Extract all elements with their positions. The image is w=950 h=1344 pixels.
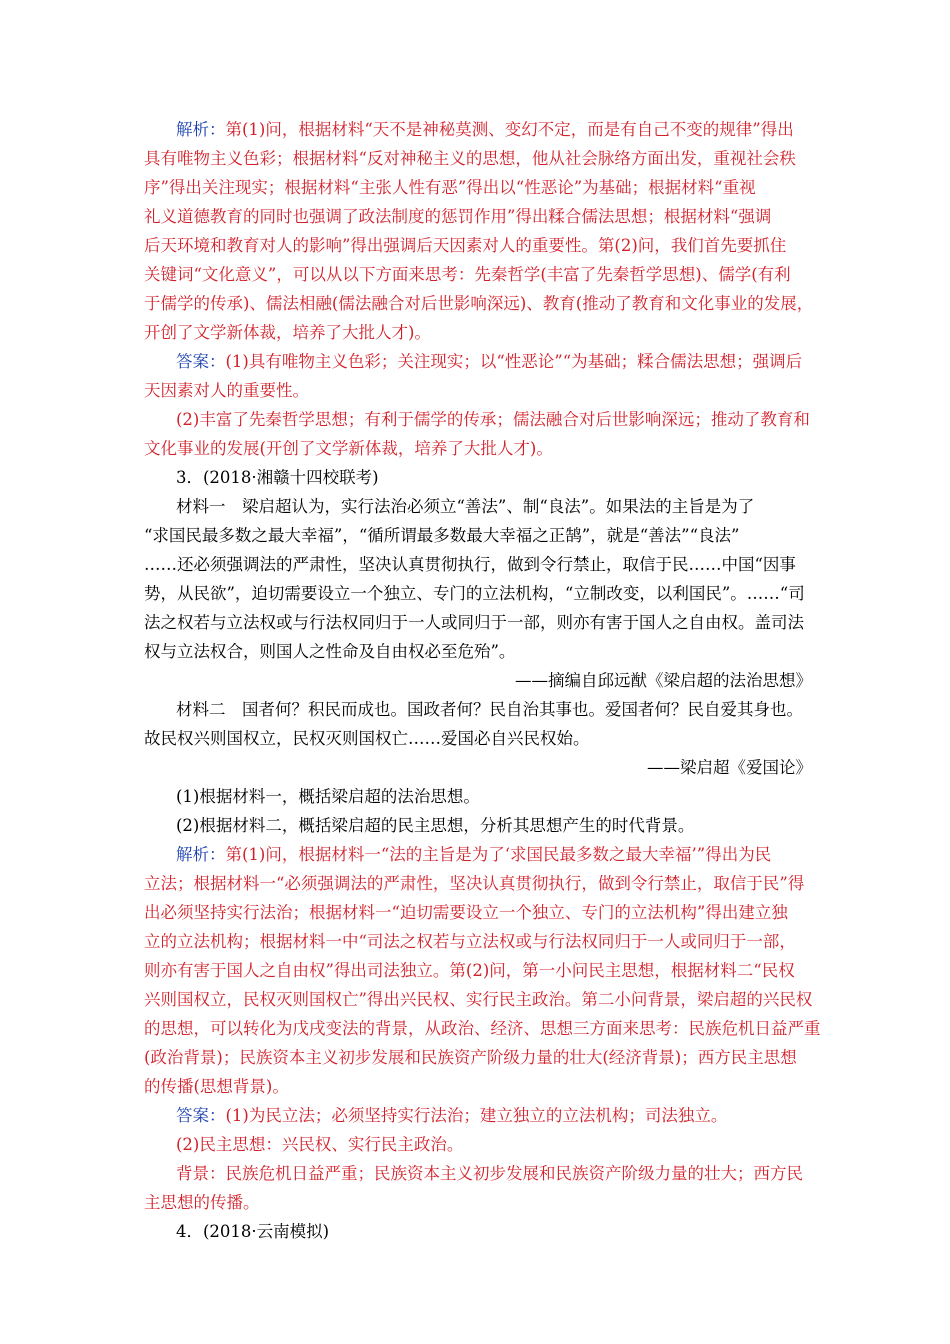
analysis-line: 兴则国权立，民权灭则国权亡”得出兴民权、实行民主政治。第二小问背景，梁启超的兴民权	[144, 990, 813, 1009]
analysis-line: 出必须坚持实行法治；根据材料一“迫切需要设立一个独立、专门的立法机构”得出建立独	[144, 903, 788, 922]
material-line: 材料二 国者何？积民而成也。国政者何？民自治其事也。爱国者何？民自爱其身也。	[176, 700, 803, 719]
analysis-line: 的传播(思想背景)。	[144, 1077, 289, 1096]
analysis-label: 解析：	[176, 845, 226, 864]
question-item: (2)根据材料二，概括梁启超的民主思想，分析其思想产生的时代背景。	[176, 816, 695, 835]
material-line: 势，从民欲”，迫切需要设立一个独立、专门的立法机构，“立制改变，以利国民”。……“司	[144, 584, 805, 603]
analysis-line: 解析：第(1)问，根据材料一“法的主旨是为了‘求国民最多数之最大幸福’”得出为民	[176, 845, 772, 864]
question-item: (1)根据材料一，概括梁启超的法治思想。	[176, 787, 480, 806]
material-source: ——梁启超《爱国论》	[647, 758, 812, 777]
answer-line: (2)丰富了先秦哲学思想；有利于儒学的传承；儒法融合对后世影响深远；推动了教育和	[176, 410, 810, 429]
material-line: ……还必须强调法的严肃性，坚决认真贯彻执行，做到令行禁止，取信于民……中国“因事	[144, 555, 796, 574]
answer-label: 答案：	[176, 352, 226, 371]
analysis-line: 开创了文学新体裁，培养了大批人才)。	[144, 323, 431, 342]
analysis-line: 立的立法机构；根据材料一中“司法之权若与立法权或与行法权同归于一人或同归于一部，	[144, 932, 796, 951]
analysis-line: 序”得出关注现实；根据材料“主张人性有恶”得出以“性恶论”为基础；根据材料“重视	[144, 178, 756, 197]
question-heading: 3．(2018·湘赣十四校联考)	[176, 468, 379, 487]
analysis-line: 具有唯物主义色彩；根据材料“反对神秘主义的思想，他从社会脉络方面出发，重视社会秩	[144, 149, 796, 168]
analysis-line: 解析：第(1)问，根据材料“天不是神秘莫测、变幻不定，而是有自己不变的规律”得出	[176, 120, 794, 139]
analysis-line: 于儒学的传承)、儒法相融(儒法融合对后世影响深远)、教育(推动了教育和文化事业的发展，	[144, 294, 814, 313]
question-heading: 4．(2018·云南模拟)	[176, 1222, 330, 1241]
material-line: 故民权兴则国权立，民权灭则国权亡……爱国必自兴民权始。	[144, 729, 590, 748]
analysis-line: (政治背景)；民族资本主义初步发展和民族资产阶级力量的壮大(经济背景)；西方民主思想	[144, 1048, 797, 1067]
answer-label: 答案：	[176, 1106, 226, 1125]
analysis-line: 后天环境和教育对人的影响”得出强调后天因素对人的重要性。第(2)问，我们首先要抓住	[144, 236, 787, 255]
analysis-line: 的思想，可以转化为戊戌变法的背景，从政治、经济、思想三方面来思考：民族危机日益严重	[144, 1019, 821, 1038]
answer-line: (2)民主思想：兴民权、实行民主政治。	[176, 1135, 464, 1154]
analysis-line: 礼义道德教育的同时也强调了政法制度的惩罚作用”得出糅合儒法思想；根据材料“强调	[144, 207, 772, 226]
answer-line: 主思想的传播。	[144, 1193, 260, 1212]
answer-line: 背景：民族危机日益严重；民族资本主义初步发展和民族资产阶级力量的壮大；西方民	[176, 1164, 803, 1183]
material-line: “求国民最多数之最大幸福”，“循所谓最多数最大幸福之正鹄”，就是“善法”“良法”	[144, 526, 740, 545]
material-line: 权与立法权合，则国人之性命及自由权必至危殆”。	[144, 642, 516, 661]
answer-line: 文化事业的发展(开创了文学新体裁，培养了大批人才)。	[144, 439, 553, 458]
answer-line: 答案：(1)为民立法；必须坚持实行法治；建立独立的立法机构；司法独立。	[176, 1106, 728, 1125]
analysis-line: 则亦有害于国人之自由权”得出司法独立。第(2)问，第一小问民主思想，根据材料二“民权	[144, 961, 795, 980]
analysis-line: 立法；根据材料一“必须强调法的严肃性，坚决认真贯彻执行，做到令行禁止，取信于民”得	[144, 874, 805, 893]
material-line: 材料一 梁启超认为，实行法治必须立“善法”、制“良法”。如果法的主旨是为了	[176, 497, 755, 516]
material-line: 法之权若与立法权或与行法权同归于一人或同归于一部，则亦有害于国人之自由权。盖司法	[144, 613, 804, 632]
analysis-label: 解析：	[176, 120, 226, 139]
answer-line: 天因素对人的重要性。	[144, 381, 309, 400]
material-source: ——摘编自邱远猷《梁启超的法治思想》	[515, 671, 812, 690]
answer-line: 答案：(1)具有唯物主义色彩；关注现实；以“性恶论”“为基础；糅合儒法思想；强调后	[176, 352, 803, 371]
analysis-line: 关键词“文化意义”，可以从以下方面来思考：先秦哲学(丰富了先秦哲学思想)、儒学(有利	[144, 265, 791, 284]
